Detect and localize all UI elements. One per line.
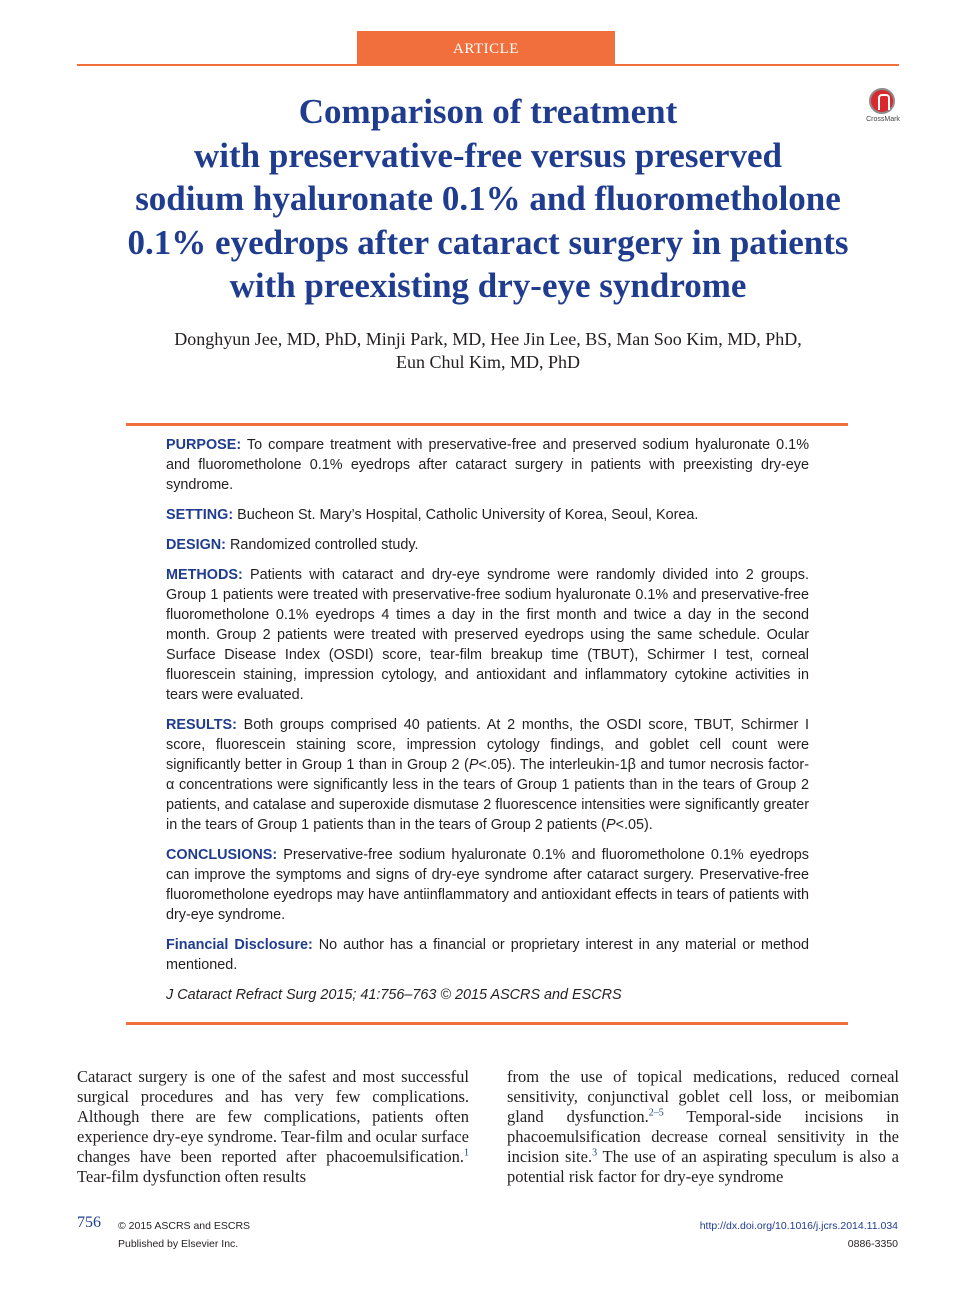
body-column-left bbox=[77, 1067, 469, 1187]
design-label: DESIGN: bbox=[166, 537, 226, 553]
conclusions-text: Preservative-free sodium hyaluronate 0.1% and fluorometholone 0.1% eyedrops can improve the symptoms and signs of dry-eye syndrome after cataract surgery. Preservative-free fluorometholone eyedrops may have antiinflammatory and antioxidant effects in tears of patients with dry-eye syndrome. bbox=[166, 847, 809, 923]
title-line: with preservative-free versus preserved bbox=[193, 135, 783, 175]
title-line: with preexisting dry-eye syndrome bbox=[229, 266, 747, 305]
footer-left bbox=[118, 1217, 250, 1253]
footer-publisher: Published by Elsevier Inc. bbox=[118, 1238, 239, 1250]
body-text: from the use of topical medications, reduced corneal sensitivity, conjunctival goblet cell loss, or meibomian gland dysfunction. bbox=[507, 1067, 899, 1126]
results-text: <.05). The interleukin-1β and tumor necrosis factor-α concentrations were significantly less in the tears of Group 1 patients than in the tears of Group 2 patients, and catalase and superoxide dismutase 2 fluorescence intensities were significantly greater in the tears of Group 1 patients than in the tears of Group 2 patients ( bbox=[166, 757, 809, 833]
body-text: Tear-film dysfunction often results bbox=[77, 1167, 306, 1186]
abstract-design bbox=[166, 535, 809, 555]
abstract-methods bbox=[166, 565, 809, 705]
abstract bbox=[166, 435, 809, 1015]
title-line: 0.1% eyedrops after cataract surgery in patients bbox=[127, 222, 849, 262]
disclosure-label: Financial Disclosure: bbox=[166, 937, 313, 953]
purpose-text: To compare treatment with preservative-free and preserved sodium hyaluronate 0.1% and fluorometholone 0.1% eyedrops after cataract surgery in patients with preexisting dry-eye syndrome. bbox=[166, 437, 809, 493]
authors-line-1: Donghyun Jee, MD, PhD, Minji Park, MD, Hee Jin Lee, BS, Man Soo Kim, MD, PhD, bbox=[174, 329, 802, 349]
conclusions-label: CONCLUSIONS: bbox=[166, 847, 278, 863]
abstract-setting bbox=[166, 505, 809, 525]
body-column-right bbox=[507, 1067, 899, 1187]
abstract-conclusions bbox=[166, 845, 809, 925]
body-text: Temporal-side incisions in phacoemulsification decrease corneal sensitivity in the incision site. bbox=[507, 1107, 899, 1166]
setting-text: Bucheon St. Mary’s Hospital, Catholic University of Korea, Seoul, Korea. bbox=[233, 507, 699, 523]
abstract-top-rule bbox=[126, 423, 848, 426]
p-value-symbol: P bbox=[468, 757, 479, 773]
article-title bbox=[77, 90, 899, 308]
title-line: Comparison of treatment bbox=[298, 92, 678, 131]
body-text: The use of an aspirating speculum is also a potential risk factor for dry-eye syndrome bbox=[507, 1147, 899, 1186]
body-text: Cataract surgery is one of the safest and most successful surgical procedures and has very few complications. Although there are few complications, patients often experience dry-eye syndrome. Tear-film and ocular surface changes have been reported after phacoemulsification. bbox=[77, 1067, 469, 1166]
purpose-label: PURPOSE: bbox=[166, 437, 242, 453]
reference-link[interactable]: 1 bbox=[464, 1147, 469, 1159]
setting-label: SETTING: bbox=[166, 507, 234, 523]
disclosure-text: No author has a financial or proprietary interest in any material or method mentioned. bbox=[166, 937, 809, 973]
footer-right bbox=[700, 1217, 898, 1253]
header-rule bbox=[77, 64, 899, 66]
doi-link[interactable]: http://dx.doi.org/10.1016/j.jcrs.2014.11.034 bbox=[699, 1220, 898, 1232]
design-text: Randomized controlled study. bbox=[225, 537, 419, 553]
title-line: sodium hyaluronate 0.1% and fluorometholone bbox=[135, 179, 841, 218]
abstract-results bbox=[166, 715, 809, 835]
abstract-disclosure bbox=[166, 935, 809, 975]
p-value-symbol: P bbox=[605, 817, 616, 833]
methods-label: METHODS: bbox=[166, 567, 243, 583]
body-paragraph bbox=[77, 1067, 469, 1187]
body-paragraph bbox=[507, 1067, 899, 1187]
abstract-bottom-rule bbox=[126, 1022, 848, 1025]
results-label: RESULTS: bbox=[166, 717, 237, 733]
reference-link[interactable]: 3 bbox=[592, 1147, 598, 1159]
issn: 0886-3350 bbox=[847, 1238, 898, 1250]
page-number: 756 bbox=[77, 1214, 101, 1231]
crossmark-label: CrossMark bbox=[866, 116, 900, 123]
journal-citation: J Cataract Refract Surg 2015; 41:756–763 © 2015 ASCRS and ESCRS bbox=[166, 987, 622, 1003]
section-tag: ARTICLE bbox=[357, 31, 615, 65]
author-list bbox=[77, 328, 899, 374]
methods-text: Patients with cataract and dry-eye syndrome were randomly divided into 2 groups. Group 1 patients were treated with preservative-free sodium hyaluronate 0.1% and preservative-free fluorometholone 0.1% eyedrops 4 times a day in the first month and twice a day in the second month. Group 2 patients were treated with preserved eyedrops using the same schedule. Ocular Surface Disease Index (OSDI) score, tear-film breakup time (TBUT), Schirmer I test, corneal fluorescein staining, impression cytology, and antioxidant and inflammatory cytokine activities in tears were evaluated. bbox=[166, 567, 809, 703]
results-text: <.05). bbox=[615, 817, 653, 833]
footer-copyright: © 2015 ASCRS and ESCRS bbox=[118, 1220, 251, 1232]
abstract-purpose bbox=[166, 435, 809, 495]
results-text: Both groups comprised 40 patients. At 2 months, the OSDI score, TBUT, Schirmer I score, fluorescein staining score, impression cytology findings, and goblet cell count were significantly better in Group 1 than in Group 2 ( bbox=[166, 717, 809, 773]
reference-link[interactable]: 2–5 bbox=[648, 1107, 664, 1119]
authors-line-2: Eun Chul Kim, MD, PhD bbox=[395, 352, 581, 372]
